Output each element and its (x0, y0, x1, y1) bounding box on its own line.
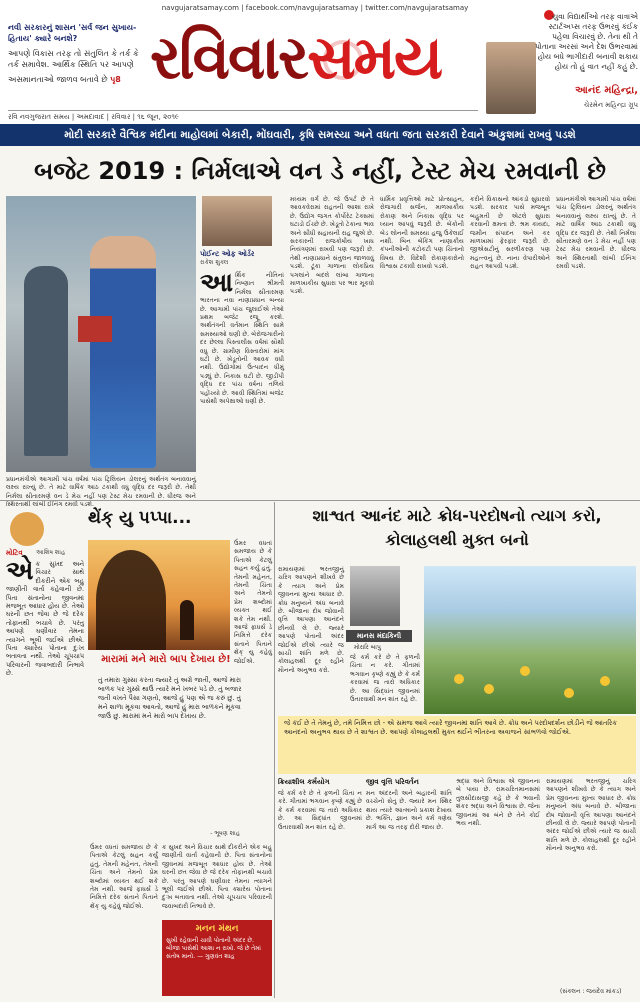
column-author: રાકેશ શુક્લ (200, 259, 229, 266)
lead-photo (6, 196, 196, 472)
quote-person-photo (486, 42, 536, 114)
quote-role: ચેરમેન મહિન્દ્રા ગ્રૂપ (583, 101, 638, 109)
silhouette-child (180, 600, 194, 640)
quote-box (486, 2, 638, 114)
shashwat-anand-title[interactable]: શાશ્વત આનંદ માટે ક્રોધ-પરદોષનો ત્યાગ કરો, કોલાહલથી મુક્ત બનો (312, 506, 602, 549)
mountain-flower-photo (424, 566, 636, 714)
banner-strap: મોદી સરકારે વૈશ્વિક મંદીના માહોલમાં બેકારી, મોંઘવારી, કૃષિ સમસ્યા અને વધતા જતા સરકારી દેવાને અંકુશમાં રાખવું પડશે (0, 124, 640, 146)
quote-text: યુવા વિદ્યાર્થીઓ તરફ વાત્રાએ સ્ટાર્ટઅપ્સ તરફ ઉભરવું કંઈક પહેલા વિચારવું છે. તેના થી તે પોતાના અરસાં અને દેશ ઉભરવામાં હોય બધે ભાગીદારી બનાવી શકાય હોય તો હું વાત નહીં કહું છે. (535, 12, 638, 71)
father-poem: તું તમારા ગુસ્સા કરતા જ્યારે તું અગ્રે જાતી, આજે મારા બાળક પર ગુસ્સે થાઉં ત્યારે મને ખબર પડે છે. તું બજાર જતી વખતે પૈસા ગણતો, આજે હું પણ એ જ કરું છું. તું મને શાળા મૂકવા આવતો, આજે હું મારા બાળકને મૂકવા જાઉં છું. મારામાં મને મારો બાપ દેખાય છે. (98, 676, 242, 720)
teaser-page-ref: પૃ8 (110, 75, 121, 84)
sidebar-title: મનન મંથન (195, 924, 239, 934)
columnist-photo (202, 196, 272, 246)
byline-box (200, 196, 280, 266)
motif-label: મોટિવ (6, 549, 23, 557)
lead-dropcap: આ (200, 268, 234, 298)
poem-attribution: - ભૂષણ શાહ (210, 830, 240, 837)
morari-bapu-photo (350, 566, 400, 626)
lead-column-3: ધાર્મિક પ્રવૃત્તિઓ માટે પ્રોત્સાહન, રોજગારી સર્જન, માળખાકીય રોકાણ અને નિકાસ વૃદ્ધિ પર ધ્યાન આપવું જરૂરી છે. બેંકોની બેડ લોનની સમસ્યા હજુ ઉકેલાઈ નથી. બિન બેંકિંગ નાણાકીય કંપનીઓની કટોકટી પણ ચિંતાનો વિષય છે. વિદેશી રોકાણકારોનો વિશ્વાસ ટકાવી રાખવો પડશે. (380, 196, 464, 271)
column-label: પોઈન્ટ ઓફ ઓર્ડર (200, 250, 255, 258)
father-child-silhouette (88, 540, 230, 650)
sidebar-body: સુખી રહેવાની ચાવી પોતાની અંદર છે. બીજા પાસેથી આશા ન રાખો. જે છે તેમાં સંતોષ માનો. — ગુણવંત શાહ (166, 937, 261, 960)
photo-red-folder (78, 316, 112, 342)
father-pullquote: મારામાં મને મારો બાપ દેખાય છે! (101, 654, 231, 665)
url-line[interactable]: navgujaratsamay.com | facebook.com/navgujaratsamay | twitter.com/navgujaratsamay (161, 4, 469, 12)
lead-column-2: મધ્યમ વર્ગ છે. જે ઉપર્ટ છે તે આવકવેરામાં રાહતની આશા રાખે છે. ઉદ્યોગ જગત કોર્પોરેટ ટેક્સમાં ઘટાડો ઈચ્છે છે. ખેડૂતો ટેકાના ભાવ અને સીધી સહાયની રાહ જુએ છે. સરકારની રાજકોષીય ખાધ નિયંત્રણમાં રાખવી પણ જરૂરી છે. તેથી નાણાપ્રધાને સંતુલન જાળવવું પડશે. ટૂંકા ગાળાના લોકપ્રિય પગલાંને બદલે લાંબા ગાળાના માળખાકીય સુધારા પર ભાર મૂકવો પડશે. (290, 196, 374, 296)
main-headline[interactable]: બજેટ 2019 : નિર્મલાએ વન ડે નહીં, ટેસ્ટ મેચ રમવાની છે (34, 157, 606, 185)
spiritual-column-2: જે કર્મ કરે છે તે ફળની ચિંતા ન કરે. ગીતામાં ભગવાન કૃષ્ણે કહ્યું છે કે કર્મ કરવામાં જ તારો અધિકાર છે. આ સિદ્ધાંત જીવનમાં ઉતારવાથી મન શાંત રહે છે. (350, 654, 420, 704)
teaser-box[interactable] (8, 22, 146, 85)
section-divider (0, 500, 640, 501)
flower (520, 666, 530, 676)
subhead-2: જીવ વૃત્તિ પરિવર્તન (366, 778, 419, 786)
lead-column-5: પ્રધાનમંત્રીએ આગામી પાંચ વર્ષમાં પાંચ ટ્રિલિયન ડોલરનું અર્થતંત્ર બનાવવાનું લક્ષ્ય રાખ્યું છે. તે માટે વાર્ષિક આઠ ટકાથી વધુ વૃદ્ધિ દર જરૂરી છે. તેથી નિર્મલા સીતારમણે વન ડે મેચ નહીં પણ ટેસ્ટ મેચ રમવાની છે. ધીરજ અને સ્થિરતાથી લાંબી ઈનિંગ રમવી પડશે. (556, 196, 636, 271)
flower (484, 684, 494, 694)
flower (454, 674, 464, 684)
quote-name: આનંદ મહિન્દ્રા, (575, 85, 638, 96)
thank-you-papa-title[interactable]: થેંક્ યુ પપ્પા... (88, 508, 192, 528)
column-divider (274, 502, 275, 998)
compiler-credit: (સંકલન : જયદેવ માંકડ) (560, 988, 622, 995)
motif-badge (6, 512, 86, 546)
motif-author-photo (10, 512, 44, 546)
newspaper-logo: રવિવારસમય (150, 23, 442, 93)
teaser-headline: નવી સરકારનું શાસન 'સર્વ જન સુખાય-હિતાય' ક્યારે બનશે? (8, 23, 137, 43)
lead-column-4: કરીને વિકાસનો આંકડો સુધારવો પડશે. સરકાર પાસે મજબૂત બહુમતી છે એટલે સુધારા કરવાની ક્ષમતા છે. શ્રમ કાયદા, જમીન સંપાદન અને કર માળખામાં ફેરફાર જરૂરી છે. જીએસટીનું સરળીકરણ પણ મહત્ત્વનું છે. નાના વેપારીઓને રાહત આપવી પડશે. (470, 196, 550, 271)
teaser-body: આપણે વિકાસ તરફ તો સંતુલિત કે તર્ક કે તર્ક સમાવેશ. આર્થિક સ્થિતિ પર આપણે (8, 49, 139, 69)
teaser-body-2: અસમાનતાઓ જાળવ બતાવે છે પૃ8 (8, 75, 121, 84)
spiritual-column-6: રામાયણમાં ભરતજીનું ચરિત્ર આપણને શીખવે છે કે ત્યાગ અને પ્રેમ જીવનના મુખ્ય આધાર છે. ક્રોધ મનુષ્યને અંધ બનાવે છે. બીજાના દોષ જોવાની વૃત્તિ આપણા આનંદને છીનવી લે છે. જ્યારે આપણે પોતાની અંદર જોઈએ છીએ ત્યારે જ સાચી શાંતિ મળે છે. કોલાહલથી દૂર રહીને મૌનનો અનુભવ કરો. (546, 778, 636, 853)
father-column-2: ઉંમર વધતાં સમજાય છે કે પિતાએ કેટલું સહન કર્યું હતું. તેમની મહેનત, તેમની ચિંતા અને તેમનો પ્રેમ શબ્દોમાં વ્યક્ત થઈ શકે તેમ નથી. આજે ફાધર્સ ડે નિમિત્તે દરેક સંતાને પિતાને થેંક્ યુ કહેવું જોઈએ. (90, 844, 158, 910)
masthead (0, 0, 640, 124)
dateline: રવિ નવગુજરાત સમય | અમદાવાદ | રવિવાર | ૧૬ જૂન, ૨૦૧૯ (8, 110, 478, 122)
lead-column-1: આર્થિક નીતિનાં નિષ્ણાત શ્રીમતી નિર્મલા સીતારમણ ભારતના નવા નાણાપ્રધાન બન્યા છે. આગામી પાંચ જુલાઈએ તેઓ પ્રથમ બજેટ રજૂ કરશે. અર્થતંત્રની વર્તમાન સ્થિતિ સામે સમસ્યાઓ ઘણી છે. બેરોજગારીનો દર છેલ્લા પિસ્તાલીસ વર્ષમાં સૌથી વધુ છે. ગ્રામીણ વિસ્તારોમાં માંગ ઘટી છે. ખેડૂતોની આવક વધી નથી. ઉદ્યોગોમાં ઉત્પાદન ધીમું પડ્યું છે. નિકાસ ઘટી છે. જીડીપી વૃદ્ધિ દર પાંચ વર્ષના તળિયે પહોંચ્યો છે. આવી સ્થિતિમાં બજેટ પાસેથી અપેક્ષાઓ ઘણી છે. (200, 268, 284, 406)
spiritual-column-1: રામાયણમાં ભરતજીનું ચરિત્ર આપણને શીખવે છે કે ત્યાગ અને પ્રેમ જીવનના મુખ્ય આધાર છે. ક્રોધ મનુષ્યને અંધ બનાવે છે. બીજાના દોષ જોવાની વૃત્તિ આપણા આનંદને છીનવી લે છે. જ્યારે આપણે પોતાની અંદર જોઈએ છીએ ત્યારે જ સાચી શાંતિ મળે છે. કોલાહલથી દૂર રહીને મૌનનો અનુભવ કરો. (278, 566, 344, 674)
father-column-side: ઉંમર વધતાં સમજાય છે કે પિતાએ કેટલું સહન કર્યું હતું. તેમની મહેનત, તેમની ચિંતા અને તેમનો પ્રેમ શબ્દોમાં વ્યક્ત થઈ શકે તેમ નથી. આજે ફાધર્સ ડે નિમિત્તે દરેક સંતાને પિતાને થેંક્ યુ કહેવું જોઈએ. (234, 540, 272, 665)
subhead-1: ક્રિયાશીલ કર્મયોગ (278, 778, 330, 786)
spiritual-column-4: મન અંદરની અને બહારની શાંતિ વચ્ચેનો સેતુ છે. જ્યારે મન સ્થિર થાય ત્યારે આત્માનો પ્રકાશ દેખાય છે. ભક્તિ, જ્ઞાન અને કર્મ ત્રણેય માર્ગ આ જ તરફ દોરી જાય છે. (366, 790, 452, 831)
manas-mandakini-label: માનસ મંદાકિની (346, 630, 412, 642)
lead-column-1b: પ્રધાનમંત્રીએ આગામી પાંચ વર્ષમાં પાંચ ટ્રિલિયન ડોલરનું અર્થતંત્ર બનાવવાનું લક્ષ્ય રાખ્યું છે. તે માટે વાર્ષિક આઠ ટકાથી વધુ વૃદ્ધિ દર જરૂરી છે. તેથી નિર્મલા સીતારમણે વન ડે મેચ નહીં પણ ટેસ્ટ મેચ રમવાની છે. ધીરજ અને સ્થિરતાથી લાંબી ઈનિંગ રમવી પડશે. (6, 476, 196, 509)
spiritual-author: મોરારિ બાપુ (354, 644, 381, 651)
photo-figure-minister (90, 236, 156, 468)
manan-manthan-box (162, 920, 272, 996)
father-column-3: ક સુખદ અને વિચાર સાથે દીકરીને એક બહુ જાણીતી વાર્તા કહેવાની છે. પિતા સંતાનોના જીવનમાં મજબૂત આધાર હોય છે. તેઓ ઘરની છત જેવા છે જે દરેક તોફાનથી બચાવે છે. પરંતુ આપણે ઘણીવાર તેમના ત્યાગને ભૂલી જઈએ છીએ. પિતા ક્યારેય પોતાના દુઃખ બતાવતા નથી. તેઓ ચૂપચાપ પરિવારની જવાબદારી નિભાવે છે. (162, 844, 272, 910)
motif-author: આશિષ શાહ (36, 549, 66, 556)
highlight-caption: જે કંઈ છે તે તેમનું છે, તમે નિમિત્ત છો - એ સમજ આવે ત્યારે જીવનમાં શાંતિ આવે છે. ક્રોધ અને પરદોષદર્શન છોડીને જે આંતરિક આનંદનો અનુભવ થાય છે તે શાશ્વત છે. આપણે કોલાહલથી મુક્ત થઈને ભીતરના અવાજને સાંભળવો જોઈએ. (278, 716, 636, 774)
flower (600, 676, 610, 686)
spiritual-column-5: શ્રદ્ધા અને વિશ્વાસ એ જીવનના બે પાયા છે. રામચરિતમાનસમાં તુલસીદાસજી કહે છે કે ભવાની શંકર શ્રદ્ધા અને વિશ્વાસ છે. જેના જીવનમાં આ બંને છે તેને કોઈ ભય નથી. (456, 778, 540, 828)
flower (564, 688, 574, 698)
silhouette-tree (96, 550, 166, 650)
spiritual-column-3: જે કર્મ કરે છે તે ફળની ચિંતા ન કરે. ગીતામાં ભગવાન કૃષ્ણે કહ્યું છે કે કર્મ કરવામાં જ તારો અધિકાર છે. આ સિદ્ધાંત જીવનમાં ઉતારવાથી મન શાંત રહે છે. (278, 790, 362, 831)
father-column-1: એક સુખદ અને વિચાર સાથે દીકરીને એક બહુ જાણીતી વાર્તા કહેવાની છે. પિતા સંતાનોના જીવનમાં મજબૂત આધાર હોય છે. તેઓ ઘરની છત જેવા છે જે દરેક તોફાનથી બચાવે છે. પરંતુ આપણે ઘણીવાર તેમના ત્યાગને ભૂલી જઈએ છીએ. પિતા ક્યારેય પોતાના દુઃખ બતાવતા નથી. તેઓ ચૂપચાપ પરિવારની જવાબદારી નિભાવે છે. (6, 556, 84, 678)
photo-figure-man (24, 266, 68, 456)
